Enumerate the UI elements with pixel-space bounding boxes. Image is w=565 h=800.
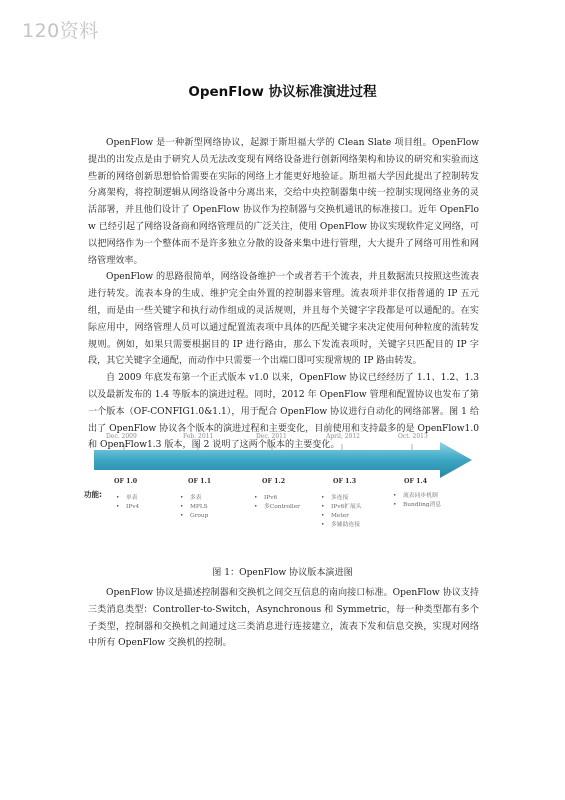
milestone-version: OF 1.1: [188, 478, 212, 485]
feature-item: • Bundling消息: [393, 501, 441, 510]
figure-caption: 图 1：OpenFlow 协议版本演进图: [212, 568, 353, 578]
milestone-version: OF 1.2: [262, 478, 286, 485]
paragraph: OpenFlow 的思路很简单，网络设备维护一个或者若干个流表，并且数据流只按照这些流表进行转发。流表本身的生成、维护完全由外置的控制器来管理。流表项并非仅指普通的 IP 五元组，而是由一些关键字和执行动作组成的灵活规则，并且每个关键字字段都是可以通配的。在实际应用中，网络管理人员可以通过配置流表项中具体的匹配关键字来决定使用何种粒度的流转发规则。例如，如果只需要根据目的 IP 进行路由，那么下发流表项时，关键字只匹配目的 IP 字段，其它关键字全通配，而动作中只需要一个出端口即可实现常规的 IP 路由转发。: [88, 272, 479, 367]
paragraph: OpenFlow 协议是描述控制器和交换机之间交互信息的南向接口标准。OpenFlow 协议支持三类消息类型：Controller-to-Switch，Asynchronous 和 Symmetric，每一种类型都有多个子类型，控制器和交换机之间通过这三类消息进行连接建立，流表下发和信息交换，实现对网络中所有 OpenFlow 交换机的控制。: [88, 588, 479, 649]
milestone-date: Oct. 2013: [398, 433, 428, 440]
milestone-date: April, 2012: [326, 433, 360, 440]
feature-item: • IPv6: [254, 494, 300, 503]
milestone-version: OF 1.3: [333, 478, 357, 485]
feature-item: • 单表: [116, 494, 139, 503]
milestone-date: Dec. 2009: [106, 433, 137, 440]
feature-list: [116, 494, 139, 512]
feature-list: [393, 492, 441, 510]
feature-list: [180, 494, 208, 521]
document-body: [88, 135, 479, 454]
milestone-date: Feb. 2011: [183, 433, 214, 440]
feature-item: • Group: [180, 512, 208, 521]
milestone-version: OF 1.4: [404, 478, 428, 485]
feature-list: [254, 494, 300, 512]
feature-item: • 流表同步机制: [393, 492, 441, 501]
feature-item: • Meter: [321, 512, 362, 521]
paragraph: 自 2009 年底发布第一个正式版本 v1.0 以来，OpenFlow 协议已经经历了 1.1、1.2、1.3 以及最新发布的 1.4 等版本的演进过程。同时，2012 年 OpenFlow 管理和配置协议也发布了第一个版本（OF-CONFIG1.0&1.1），用于配合 OpenFlow 协议进行自动化的网络部署。图 1 给出了 OpenFlow 协议各个版本的演进过程和主要变化，目前使用和支持最多的是 OpenFlow1.0 和 OpenFlow1.3 版本，图 2 说明了这两个版本的主要变化。: [88, 373, 479, 451]
feature-item: • IPv6扩展头: [321, 503, 362, 512]
milestone-version: OF 1.0: [114, 478, 138, 485]
feature-item: • MPLS: [180, 503, 208, 512]
feature-item: • 多Controller: [254, 503, 300, 512]
feature-list: [321, 494, 362, 530]
milestone-date: Dec. 2011: [256, 433, 287, 440]
timeline-arrow-graphic: [88, 432, 479, 542]
feature-item: • 多辅助连接: [321, 521, 362, 530]
document-title: OpenFlow 协议标准演进过程: [188, 84, 377, 100]
feature-item: • 多连接: [321, 494, 362, 503]
feature-item: • IPv4: [116, 503, 139, 512]
version-timeline-figure: [84, 432, 479, 542]
function-label: 功能:: [84, 490, 102, 499]
timeline-arrow: [94, 442, 472, 478]
feature-item: • 多表: [180, 494, 208, 503]
paragraph: OpenFlow 是一种新型网络协议，起源于斯坦福大学的 Clean Slate 项目组。OpenFlow 提出的出发点是由于研究人员无法改变现有网络设备进行创新网络架构和协议的研究和实验而这些新的网络创新思想恰恰需要在实际的网络上才能更好地验证。斯坦福大学因此提出了控制转发分离架构，将控制逻辑从网络设备中分离出来，交给中央控制器集中统一控制实现网络业务的灵活部署，并且他们设计了 OpenFlow 协议作为控制器与交换机通讯的标准接口。近年 OpenFlow 已经引起了网络设备商和网络管理员的广泛关注，使用 OpenFlow 协议实现软件定义网络，可以把网络作为一个整体而不是许多独立分散的设备来集中进行管理，大大提升了网络可用性和网络管理效率。: [88, 138, 479, 266]
document-body-continued: [88, 585, 479, 652]
watermark: 120资料: [22, 20, 99, 42]
